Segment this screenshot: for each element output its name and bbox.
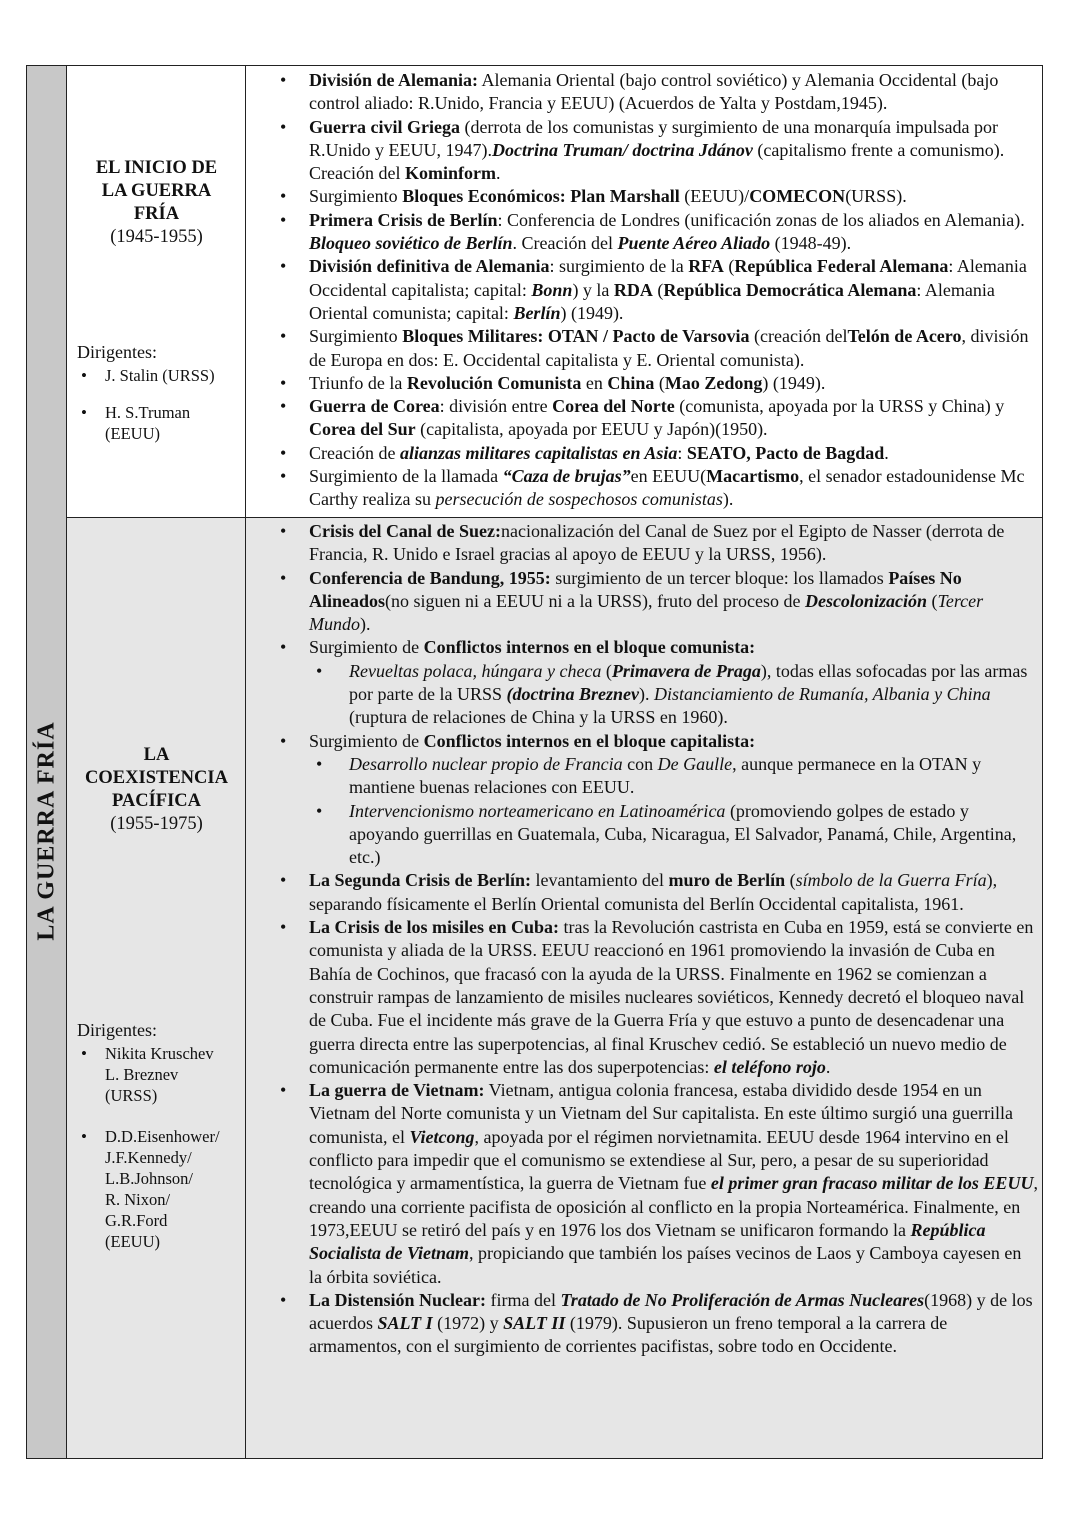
- leaders-label: Dirigentes:: [77, 1020, 157, 1040]
- event-subitem: • Revueltas polaca, húngara y checa (Primavera de Praga), todas ellas sofocadas por las armas por parte de la URSS (doctrina Breznev). Distanciamiento de Rumanía, Albania y China (ruptura de relaciones de China y la URSS en 1960).: [309, 660, 1038, 730]
- period-dates: (1945-1955): [110, 227, 203, 247]
- period-row-2: [67, 518, 1042, 1458]
- leader-item: • H. S.Truman (EEUU): [77, 402, 243, 444]
- event-item: • Primera Crisis de Berlín: Conferencia de Londres (unificación zonas de los aliados en Alemania). Bloqueo soviético de Berlín. Creación del Puente Aéreo Aliado (1948-49).: [246, 209, 1038, 256]
- period-title-line: FRÍA: [133, 204, 180, 224]
- period-title-line: EL INICIO DE: [95, 158, 218, 178]
- leaders-1: [77, 341, 243, 458]
- event-item: • Guerra de Corea: división entre Corea del Norte (comunista, apoyada por la URSS y China) y Corea del Sur (capitalista, apoyada por EEUU y Japón)(1950).: [246, 395, 1038, 442]
- event-sublist: [309, 753, 1038, 869]
- event-item: • Conferencia de Bandung, 1955: surgimiento de un tercer bloque: los llamados Países No Alineados(no siguen ni a EEUU ni a la URSS), fruto del proceso de Descolonización (Tercer Mundo).: [246, 567, 1038, 637]
- period-title-line: COEXISTENCIA: [85, 768, 228, 788]
- side-title: LA GUERRA FRÍA: [33, 721, 60, 941]
- event-item: • División de Alemania: Alemania Oriental (bajo control soviético) y Alemania Occidental (bajo control aliado: R.Unido, Francia y EEUU) (Acuerdos de Yalta y Postdam,1945).: [246, 69, 1038, 116]
- event-item: • Creación de alianzas militares capitalistas en Asia: SEATO, Pacto de Bagdad.: [246, 442, 1038, 465]
- event-subitem: • Desarrollo nuclear propio de Francia con De Gaulle, aunque permanece en la OTAN y mantiene buenas relaciones con EEUU.: [309, 753, 1038, 800]
- events-cell-2: [246, 518, 1042, 1458]
- event-item: • La Distensión Nuclear: firma del Tratado de No Proliferación de Armas Nucleares(1968) y de los acuerdos SALT I (1972) y SALT II (1979). Supusieron un freno temporal a la carrera de armamentos, con el surgimiento de corrientes pacifistas, sobre todo en Occidente.: [246, 1289, 1038, 1359]
- event-item: • La Crisis de los misiles en Cuba: tras la Revolución castrista en Cuba en 1959, está se convierte en comunista y aliada de la URSS. EEUU reaccionó en 1961 promoviendo la invasión de Cuba en Bahía de Cochinos, que fracasó con la ayuda de la URSS. Finalmente en 1962 se comienzan a construir rampas de lanzamiento de misiles nucleares soviéticos, Kennedy decretó el bloqueo naval de Cuba. Fue el incidente más grave de la Guerra Fría y que estuvo a punto de desencadenar una guerra directa entre las superpotencias, al final Kruschev cedió. Se estableció un nuevo medio de comunicación permanente entre las dos superpotencias: el teléfono rojo.: [246, 916, 1038, 1079]
- summary-table: [26, 65, 1043, 1459]
- event-sublist: [309, 660, 1038, 730]
- event-item: • Guerra civil Griega (derrota de los comunistas y surgimiento de una monarquía impulsada por R.Unido y EEUU, 1947).Doctrina Truman/ doctrina Jdánov (capitalismo frente a comunismo). Creación del Kominform.: [246, 116, 1038, 186]
- period-row-1: [67, 66, 1042, 518]
- event-item: • División definitiva de Alemania: surgimiento de la RFA (República Federal Alemana: Alemania Occidental capitalista; capital: Bonn) y la RDA (República Democrática Alemana: Alemania Oriental comunista; capital: Berlín) (1949).: [246, 255, 1038, 325]
- event-item: • Surgimiento de la llamada “Caza de brujas”en EEUU(Macartismo, el senador estadounidense Mc Carthy realiza su persecución de sospechosos comunistas).: [246, 465, 1038, 512]
- event-item: • Crisis del Canal de Suez:nacionalización del Canal de Suez por el Egipto de Nasser (derrota de Francia, R. Unido e Israel gracias al apoyo de EEUU y la URSS, 1956).: [246, 520, 1038, 567]
- leader-item: • J. Stalin (URSS): [77, 365, 243, 386]
- event-item: • Triunfo de la Revolución Comunista en China (Mao Zedong) (1949).: [246, 372, 1038, 395]
- side-title-cell: [27, 66, 67, 1458]
- period-title-line: LA: [143, 745, 170, 765]
- leader-item: • Nikita Kruschev L. Breznev (URSS): [77, 1043, 243, 1106]
- period-title-line: LA GUERRA: [101, 181, 212, 201]
- events-cell-1: [246, 66, 1042, 517]
- event-item: • La guerra de Vietnam: Vietnam, antigua colonia francesa, estaba dividido desde 1954 en un Vietnam del Norte comunista y un Vietnam del Sur capitalista. En este último surgió una guerrilla comunista, el Vietcong, apoyada por el régimen norvietnamita. EEUU desde 1964 intervino en el conflicto para impedir que el comunismo se extendiese al Sur, pero, a pesar de su superioridad tecnológica y armamentística, la guerra de Vietnam fue el primer gran fracaso militar de los EEUU, creando una corriente pacifista de oposición al conflicto en la propia Norteamérica. Finalmente, en 1973,EEUU se retiró del país y en 1976 los dos Vietnam se unificaron formando la República Socialista de Vietnam, propiciando que también los países vecinos de Laos y Camboya cayesen en la órbita soviética.: [246, 1079, 1038, 1289]
- event-item: • Surgimiento Bloques Militares: OTAN / Pacto de Varsovia (creación delTelón de Acero, división de Europa en dos: E. Occidental capitalista y E. Oriental comunista).: [246, 325, 1038, 372]
- period-title-2: [67, 744, 246, 836]
- events-list-2: [246, 520, 1038, 1359]
- period-dates: (1955-1975): [110, 814, 203, 834]
- event-item: • Surgimiento Bloques Económicos: Plan Marshall (EEUU)/COMECON(URSS).: [246, 185, 1038, 208]
- leaders-2: [77, 1019, 243, 1266]
- period-cell-2: [67, 518, 246, 1458]
- leader-item: • D.D.Eisenhower/ J.F.Kennedy/ L.B.Johnson/ R. Nixon/ G.R.Ford (EEUU): [77, 1126, 243, 1252]
- period-cell-1: [67, 66, 246, 517]
- event-subitem: • Intervencionismo norteamericano en Latinoamérica (promoviendo golpes de estado y apoyando guerrillas en Guatemala, Cuba, Nicaragua, El Salvador, Panamá, Chile, Argentina, etc.): [309, 800, 1038, 870]
- events-list-1: [246, 69, 1038, 512]
- event-item: • La Segunda Crisis de Berlín: levantamiento del muro de Berlín (símbolo de la Guerra Fría), separando físicamente el Berlín Oriental comunista del Berlín Occidental capitalista, 1961.: [246, 869, 1038, 916]
- period-title-1: [67, 157, 246, 249]
- event-item: • Surgimiento de Conflictos internos en el bloque capitalista: • Desarrollo nuclear propio de Francia con De Gaulle, aunque permanece en la OTAN y mantiene buenas relaciones con EEUU. • Intervencionismo norteamericano en Latinoamérica (promoviendo golpes de estado y apoyando guerrillas en Guatemala, Cuba, Nicaragua, El Salvador, Panamá, Chile, Argentina, etc.): [246, 730, 1038, 870]
- period-title-line: PACÍFICA: [111, 791, 202, 811]
- event-item: • Surgimiento de Conflictos internos en el bloque comunista: • Revueltas polaca, húngara y checa (Primavera de Praga), todas ellas sofocadas por las armas por parte de la URSS (doctrina Breznev). Distanciamiento de Rumanía, Albania y China (ruptura de relaciones de China y la URSS en 1960).: [246, 636, 1038, 729]
- leaders-list-2: [77, 1043, 243, 1252]
- leaders-label: Dirigentes:: [77, 342, 157, 362]
